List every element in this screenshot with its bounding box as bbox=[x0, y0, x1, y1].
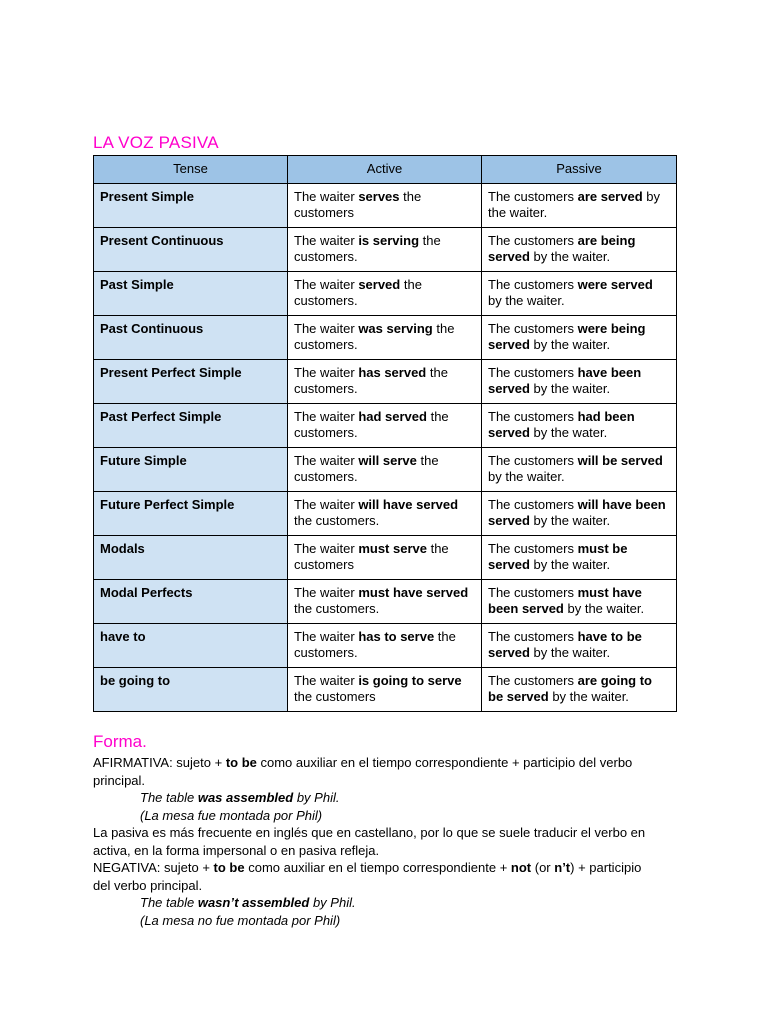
page-title: LA VOZ PASIVA bbox=[93, 133, 219, 152]
cell-passive: The customers must be served by the waiter. bbox=[482, 536, 677, 580]
afirmativa-text: AFIRMATIVA: sujeto + to be como auxiliar en el tiempo correspondiente + participio del verbo principal. bbox=[93, 755, 633, 788]
translation-note: La pasiva es más frecuente en inglés que en castellano, por lo que se suele traducir el verbo en activa, en la forma impersonal o en pasiva refleja. bbox=[93, 825, 646, 858]
header-passive: Passive bbox=[482, 156, 677, 184]
cell-passive: The customers had been served by the water. bbox=[482, 404, 677, 448]
cell-active: The waiter is going to serve the customers bbox=[288, 668, 482, 712]
cell-passive: The customers are being served by the waiter. bbox=[482, 228, 677, 272]
cell-active: The waiter must have served the customers. bbox=[288, 580, 482, 624]
cell-tense: have to bbox=[94, 624, 288, 668]
table-row bbox=[94, 184, 677, 228]
table-row bbox=[94, 492, 677, 536]
table-row bbox=[94, 448, 677, 492]
cell-active: The waiter must serve the customers bbox=[288, 536, 482, 580]
cell-passive: The customers are going to be served by the waiter. bbox=[482, 668, 677, 712]
cell-passive: The customers are served by the waiter. bbox=[482, 184, 677, 228]
table-row bbox=[94, 316, 677, 360]
cell-active: The waiter served the customers. bbox=[288, 272, 482, 316]
example-negative-translation: (La mesa no fue montada por Phil) bbox=[140, 912, 341, 928]
table-row bbox=[94, 360, 677, 404]
table-header-row bbox=[94, 156, 677, 184]
cell-active: The waiter had served the customers. bbox=[288, 404, 482, 448]
cell-passive: The customers have to be served by the waiter. bbox=[482, 624, 677, 668]
cell-tense: Future Simple bbox=[94, 448, 288, 492]
header-tense: Tense bbox=[94, 156, 288, 184]
cell-tense: Present Perfect Simple bbox=[94, 360, 288, 404]
cell-passive: The customers were being served by the waiter. bbox=[482, 316, 677, 360]
cell-passive: The customers will be served by the waiter. bbox=[482, 448, 677, 492]
cell-passive: The customers were served by the waiter. bbox=[482, 272, 677, 316]
cell-tense: Future Perfect Simple bbox=[94, 492, 288, 536]
table-row bbox=[94, 580, 677, 624]
cell-active: The waiter will serve the customers. bbox=[288, 448, 482, 492]
forma-title: Forma bbox=[93, 732, 143, 751]
cell-tense: Modals bbox=[94, 536, 288, 580]
table-row bbox=[94, 272, 677, 316]
negativa-text: NEGATIVA: sujeto + to be como auxiliar en el tiempo correspondiente + not (or n’t) + participio del verbo principal. bbox=[93, 860, 642, 893]
cell-tense: Past Simple bbox=[94, 272, 288, 316]
table-row bbox=[94, 404, 677, 448]
cell-active: The waiter is serving the customers. bbox=[288, 228, 482, 272]
cell-active: The waiter has to serve the customers. bbox=[288, 624, 482, 668]
table-row bbox=[94, 624, 677, 668]
example-negative: The table wasn’t assembled by Phil. bbox=[140, 895, 356, 910]
passive-voice-table bbox=[93, 155, 677, 712]
cell-tense: be going to bbox=[94, 668, 288, 712]
table-row bbox=[94, 536, 677, 580]
example-affirmative-translation: (La mesa fue montada por Phil) bbox=[140, 807, 323, 823]
table-body bbox=[94, 184, 677, 712]
cell-passive: The customers must have been served by the waiter. bbox=[482, 580, 677, 624]
forma-heading bbox=[93, 732, 147, 752]
cell-tense: Modal Perfects bbox=[94, 580, 288, 624]
table-row bbox=[94, 668, 677, 712]
cell-active: The waiter has served the customers. bbox=[288, 360, 482, 404]
cell-tense: Past Continuous bbox=[94, 316, 288, 360]
cell-passive: The customers will have been served by the waiter. bbox=[482, 492, 677, 536]
example-affirmative: The table was assembled by Phil. bbox=[140, 790, 340, 805]
table-row bbox=[94, 228, 677, 272]
cell-active: The waiter will have served the customers. bbox=[288, 492, 482, 536]
cell-passive: The customers have been served by the waiter. bbox=[482, 360, 677, 404]
forma-section bbox=[93, 754, 653, 929]
header-active: Active bbox=[288, 156, 482, 184]
cell-tense: Past Perfect Simple bbox=[94, 404, 288, 448]
cell-tense: Present Continuous bbox=[94, 228, 288, 272]
forma-title-dot: . bbox=[142, 732, 147, 751]
cell-active: The waiter serves the customers bbox=[288, 184, 482, 228]
cell-tense: Present Simple bbox=[94, 184, 288, 228]
cell-active: The waiter was serving the customers. bbox=[288, 316, 482, 360]
